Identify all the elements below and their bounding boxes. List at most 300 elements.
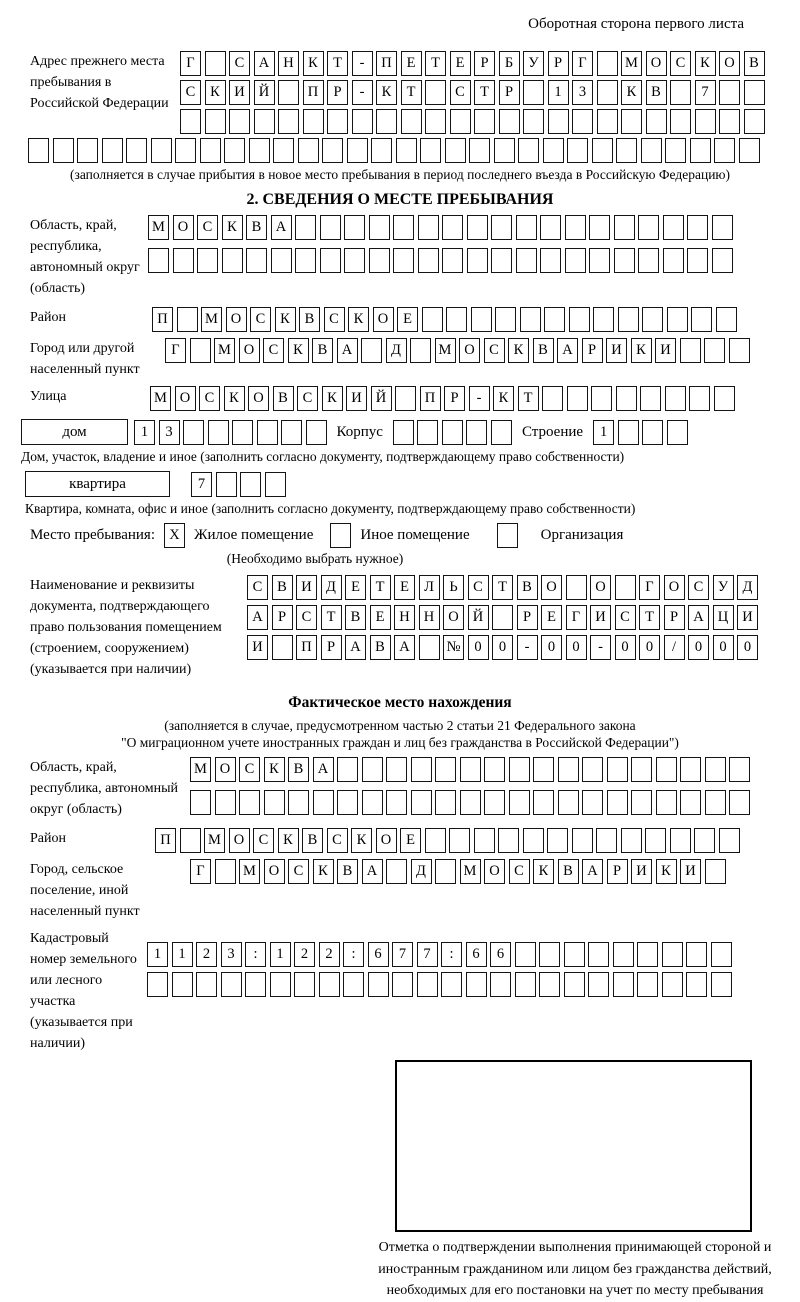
char-box[interactable]: И [346,386,367,411]
char-box[interactable] [516,215,537,240]
char-box[interactable] [343,972,364,997]
char-box[interactable]: В [345,605,366,630]
char-box[interactable]: Т [639,605,660,630]
char-box[interactable] [460,757,481,782]
char-box[interactable]: Г [180,51,201,76]
char-box[interactable] [361,338,382,363]
char-box[interactable]: В [302,828,323,853]
char-box[interactable] [411,790,432,815]
char-box[interactable] [509,757,530,782]
char-box[interactable] [313,790,334,815]
char-box[interactable]: О [248,386,269,411]
char-box[interactable] [662,942,683,967]
char-box[interactable]: О [215,757,236,782]
char-box[interactable] [614,215,635,240]
char-box[interactable]: О [376,828,397,853]
stay-checkbox-organization[interactable] [497,523,518,548]
char-box[interactable] [499,109,520,134]
char-box[interactable]: К [322,386,343,411]
char-box[interactable]: У [523,51,544,76]
char-box[interactable] [102,138,123,163]
char-box[interactable]: К [533,859,554,884]
char-box[interactable]: С [670,51,691,76]
char-box[interactable] [222,248,243,273]
char-box[interactable]: С [288,859,309,884]
char-box[interactable] [422,307,443,332]
stay-checkbox-residential[interactable]: X [164,523,185,548]
char-box[interactable] [705,790,726,815]
char-box[interactable]: Т [518,386,539,411]
char-box[interactable] [691,307,712,332]
char-box[interactable]: Г [165,338,186,363]
char-box[interactable] [492,605,513,630]
char-box[interactable]: Й [254,80,275,105]
char-box[interactable] [435,757,456,782]
char-box[interactable]: О [590,575,611,600]
char-box[interactable] [631,757,652,782]
char-box[interactable]: М [621,51,642,76]
char-box[interactable]: Т [370,575,391,600]
char-box[interactable] [467,215,488,240]
char-box[interactable]: 3 [159,420,180,445]
char-box[interactable] [319,972,340,997]
char-box[interactable]: 1 [270,942,291,967]
char-box[interactable] [638,248,659,273]
char-box[interactable]: К [224,386,245,411]
char-box[interactable]: Т [321,605,342,630]
char-box[interactable]: 2 [319,942,340,967]
char-box[interactable] [484,790,505,815]
char-box[interactable] [239,790,260,815]
char-box[interactable]: 1 [172,942,193,967]
char-box[interactable] [712,248,733,273]
char-box[interactable]: Л [419,575,440,600]
char-box[interactable]: С [250,307,271,332]
char-box[interactable]: С [468,575,489,600]
char-box[interactable] [680,757,701,782]
char-box[interactable]: : [343,942,364,967]
char-box[interactable]: № [443,635,464,660]
char-box[interactable] [719,109,740,134]
char-box[interactable]: С [615,605,636,630]
char-box[interactable] [686,942,707,967]
char-box[interactable] [491,420,512,445]
char-box[interactable]: К [631,338,652,363]
char-box[interactable] [392,972,413,997]
char-box[interactable] [303,109,324,134]
char-box[interactable] [401,109,422,134]
char-box[interactable]: Е [541,605,562,630]
char-box[interactable]: В [299,307,320,332]
char-box[interactable]: Р [548,51,569,76]
char-box[interactable]: У [713,575,734,600]
char-box[interactable]: О [373,307,394,332]
char-box[interactable]: К [288,338,309,363]
char-box[interactable] [205,51,226,76]
char-box[interactable] [435,790,456,815]
char-box[interactable]: И [229,80,250,105]
char-box[interactable]: 2 [294,942,315,967]
char-box[interactable] [516,248,537,273]
char-box[interactable] [425,828,446,853]
char-box[interactable] [460,790,481,815]
char-box[interactable]: О [443,605,464,630]
char-box[interactable]: - [352,80,373,105]
char-box[interactable] [320,248,341,273]
char-box[interactable] [670,109,691,134]
char-box[interactable] [221,972,242,997]
char-box[interactable] [337,790,358,815]
char-box[interactable] [495,307,516,332]
char-box[interactable] [642,307,663,332]
char-box[interactable]: 0 [566,635,587,660]
char-box[interactable] [637,972,658,997]
char-box[interactable] [705,859,726,884]
char-box[interactable] [641,138,662,163]
char-box[interactable] [425,80,446,105]
char-box[interactable]: Д [411,859,432,884]
char-box[interactable] [393,215,414,240]
char-box[interactable] [147,972,168,997]
char-box[interactable]: 1 [593,420,614,445]
char-box[interactable]: Ц [713,605,734,630]
char-box[interactable]: М [214,338,235,363]
char-box[interactable]: К [264,757,285,782]
char-box[interactable] [515,942,536,967]
char-box[interactable] [435,859,456,884]
char-box[interactable] [180,109,201,134]
char-box[interactable]: 6 [466,942,487,967]
char-box[interactable] [257,420,278,445]
char-box[interactable]: 0 [737,635,758,660]
char-box[interactable]: А [313,757,334,782]
char-box[interactable]: В [533,338,554,363]
char-box[interactable] [393,248,414,273]
char-box[interactable]: Й [468,605,489,630]
char-box[interactable] [491,215,512,240]
char-box[interactable]: К [222,215,243,240]
char-box[interactable]: - [469,386,490,411]
char-box[interactable] [466,972,487,997]
char-box[interactable]: 0 [688,635,709,660]
char-box[interactable] [656,790,677,815]
char-box[interactable] [533,790,554,815]
char-box[interactable] [196,972,217,997]
char-box[interactable] [618,307,639,332]
char-box[interactable] [567,386,588,411]
char-box[interactable] [739,138,760,163]
char-box[interactable] [177,307,198,332]
char-box[interactable] [564,942,585,967]
char-box[interactable] [371,138,392,163]
char-box[interactable]: К [508,338,529,363]
char-box[interactable] [270,972,291,997]
char-box[interactable]: П [296,635,317,660]
char-box[interactable] [613,942,634,967]
char-box[interactable]: 6 [368,942,389,967]
char-box[interactable] [523,80,544,105]
char-box[interactable] [446,307,467,332]
char-box[interactable]: С [327,828,348,853]
char-box[interactable] [173,248,194,273]
char-box[interactable] [376,109,397,134]
char-box[interactable]: С [688,575,709,600]
char-box[interactable]: / [664,635,685,660]
char-box[interactable]: Й [371,386,392,411]
char-box[interactable] [719,80,740,105]
char-box[interactable]: П [420,386,441,411]
char-box[interactable]: Н [419,605,440,630]
char-box[interactable] [615,575,636,600]
char-box[interactable] [418,215,439,240]
char-box[interactable] [411,757,432,782]
char-box[interactable] [417,972,438,997]
char-box[interactable] [638,215,659,240]
char-box[interactable] [491,248,512,273]
char-box[interactable]: С [509,859,530,884]
char-box[interactable]: Н [278,51,299,76]
char-box[interactable]: М [460,859,481,884]
char-box[interactable]: А [337,338,358,363]
char-box[interactable] [216,472,237,497]
char-box[interactable]: Р [474,51,495,76]
char-box[interactable] [687,248,708,273]
char-box[interactable] [369,215,390,240]
char-box[interactable] [588,942,609,967]
char-box[interactable] [621,828,642,853]
char-box[interactable] [663,248,684,273]
char-box[interactable]: С [263,338,284,363]
char-box[interactable]: А [345,635,366,660]
char-box[interactable]: К [621,80,642,105]
char-box[interactable]: О [484,859,505,884]
char-box[interactable] [640,386,661,411]
char-box[interactable]: 0 [468,635,489,660]
char-box[interactable]: - [352,51,373,76]
char-box[interactable] [582,757,603,782]
char-box[interactable] [712,215,733,240]
char-box[interactable] [126,138,147,163]
char-box[interactable]: К [313,859,334,884]
char-box[interactable] [543,138,564,163]
char-box[interactable] [616,138,637,163]
char-box[interactable]: В [517,575,538,600]
char-box[interactable]: 1 [147,942,168,967]
char-box[interactable]: К [493,386,514,411]
char-box[interactable] [694,828,715,853]
char-box[interactable]: 7 [191,472,212,497]
char-box[interactable]: С [239,757,260,782]
char-box[interactable]: : [245,942,266,967]
char-box[interactable]: К [376,80,397,105]
stay-checkbox-other[interactable] [330,523,351,548]
char-box[interactable] [593,307,614,332]
char-box[interactable]: : [441,942,462,967]
char-box[interactable]: А [557,338,578,363]
char-box[interactable] [208,420,229,445]
char-box[interactable] [729,790,750,815]
char-box[interactable] [229,109,250,134]
char-box[interactable]: Е [394,575,415,600]
char-box[interactable]: К [656,859,677,884]
char-box[interactable]: К [275,307,296,332]
char-box[interactable] [704,338,725,363]
char-box[interactable]: О [664,575,685,600]
char-box[interactable]: К [303,51,324,76]
char-box[interactable] [175,138,196,163]
char-box[interactable] [347,138,368,163]
char-box[interactable] [665,386,686,411]
char-box[interactable] [442,248,463,273]
char-box[interactable] [597,80,618,105]
char-box[interactable] [509,790,530,815]
char-box[interactable] [232,420,253,445]
char-box[interactable]: А [254,51,275,76]
char-box[interactable] [264,790,285,815]
char-box[interactable] [224,138,245,163]
char-box[interactable] [582,790,603,815]
char-box[interactable] [566,575,587,600]
char-box[interactable] [714,386,735,411]
char-box[interactable]: Е [450,51,471,76]
char-box[interactable]: Р [499,80,520,105]
char-box[interactable] [744,109,765,134]
char-box[interactable] [716,307,737,332]
char-box[interactable] [520,307,541,332]
char-box[interactable] [466,420,487,445]
char-box[interactable]: М [190,757,211,782]
char-box[interactable] [705,757,726,782]
char-box[interactable] [474,828,495,853]
char-box[interactable] [695,109,716,134]
char-box[interactable]: 3 [221,942,242,967]
char-box[interactable]: - [517,635,538,660]
char-box[interactable]: Н [394,605,415,630]
char-box[interactable] [425,109,446,134]
char-box[interactable] [386,790,407,815]
char-box[interactable] [294,972,315,997]
char-box[interactable]: К [351,828,372,853]
char-box[interactable]: Т [401,80,422,105]
char-box[interactable]: В [272,575,293,600]
char-box[interactable]: 0 [639,635,660,660]
char-box[interactable]: К [278,828,299,853]
char-box[interactable] [471,307,492,332]
char-box[interactable]: В [646,80,667,105]
char-box[interactable] [273,138,294,163]
char-box[interactable]: Е [400,828,421,853]
char-box[interactable] [591,386,612,411]
char-box[interactable] [637,942,658,967]
char-box[interactable]: - [590,635,611,660]
char-box[interactable]: 6 [490,942,511,967]
char-box[interactable]: Г [566,605,587,630]
char-box[interactable]: В [337,859,358,884]
char-box[interactable] [151,138,172,163]
char-box[interactable]: П [376,51,397,76]
char-box[interactable] [597,109,618,134]
char-box[interactable] [642,420,663,445]
char-box[interactable] [719,828,740,853]
char-box[interactable]: М [239,859,260,884]
char-box[interactable] [548,109,569,134]
char-box[interactable]: О [264,859,285,884]
char-box[interactable] [539,942,560,967]
char-box[interactable] [714,138,735,163]
char-box[interactable] [265,472,286,497]
char-box[interactable] [306,420,327,445]
char-box[interactable] [729,757,750,782]
char-box[interactable] [662,972,683,997]
char-box[interactable]: 7 [392,942,413,967]
char-box[interactable]: О [226,307,247,332]
char-box[interactable] [540,248,561,273]
char-box[interactable] [518,138,539,163]
char-box[interactable] [680,790,701,815]
char-box[interactable]: И [680,859,701,884]
char-box[interactable] [523,109,544,134]
char-box[interactable]: В [288,757,309,782]
char-box[interactable]: Ь [443,575,464,600]
char-box[interactable]: С [253,828,274,853]
char-box[interactable]: В [312,338,333,363]
char-box[interactable] [729,338,750,363]
char-box[interactable]: С [296,605,317,630]
char-box[interactable] [533,757,554,782]
char-box[interactable]: П [155,828,176,853]
char-box[interactable] [607,790,628,815]
char-box[interactable]: Е [397,307,418,332]
char-box[interactable] [667,307,688,332]
char-box[interactable]: 0 [492,635,513,660]
char-box[interactable]: Б [499,51,520,76]
char-box[interactable]: С [229,51,250,76]
char-box[interactable] [450,109,471,134]
char-box[interactable]: А [582,859,603,884]
char-box[interactable] [369,248,390,273]
char-box[interactable] [278,80,299,105]
char-box[interactable]: О [229,828,250,853]
char-box[interactable] [744,80,765,105]
char-box[interactable] [564,972,585,997]
char-box[interactable]: 3 [572,80,593,105]
char-box[interactable] [547,828,568,853]
char-box[interactable] [670,80,691,105]
char-box[interactable]: В [273,386,294,411]
char-box[interactable] [322,138,343,163]
char-box[interactable] [215,790,236,815]
char-box[interactable]: А [394,635,415,660]
char-box[interactable] [469,138,490,163]
char-box[interactable] [28,138,49,163]
char-box[interactable] [539,972,560,997]
char-box[interactable] [613,972,634,997]
char-box[interactable]: О [173,215,194,240]
char-box[interactable]: 7 [695,80,716,105]
char-box[interactable]: С [197,215,218,240]
char-box[interactable]: С [324,307,345,332]
char-box[interactable]: Г [639,575,660,600]
char-box[interactable] [621,109,642,134]
char-box[interactable]: Д [386,338,407,363]
char-box[interactable]: П [303,80,324,105]
char-box[interactable]: С [180,80,201,105]
char-box[interactable] [498,828,519,853]
char-box[interactable] [272,635,293,660]
char-box[interactable]: 1 [548,80,569,105]
char-box[interactable] [352,109,373,134]
char-box[interactable] [386,859,407,884]
